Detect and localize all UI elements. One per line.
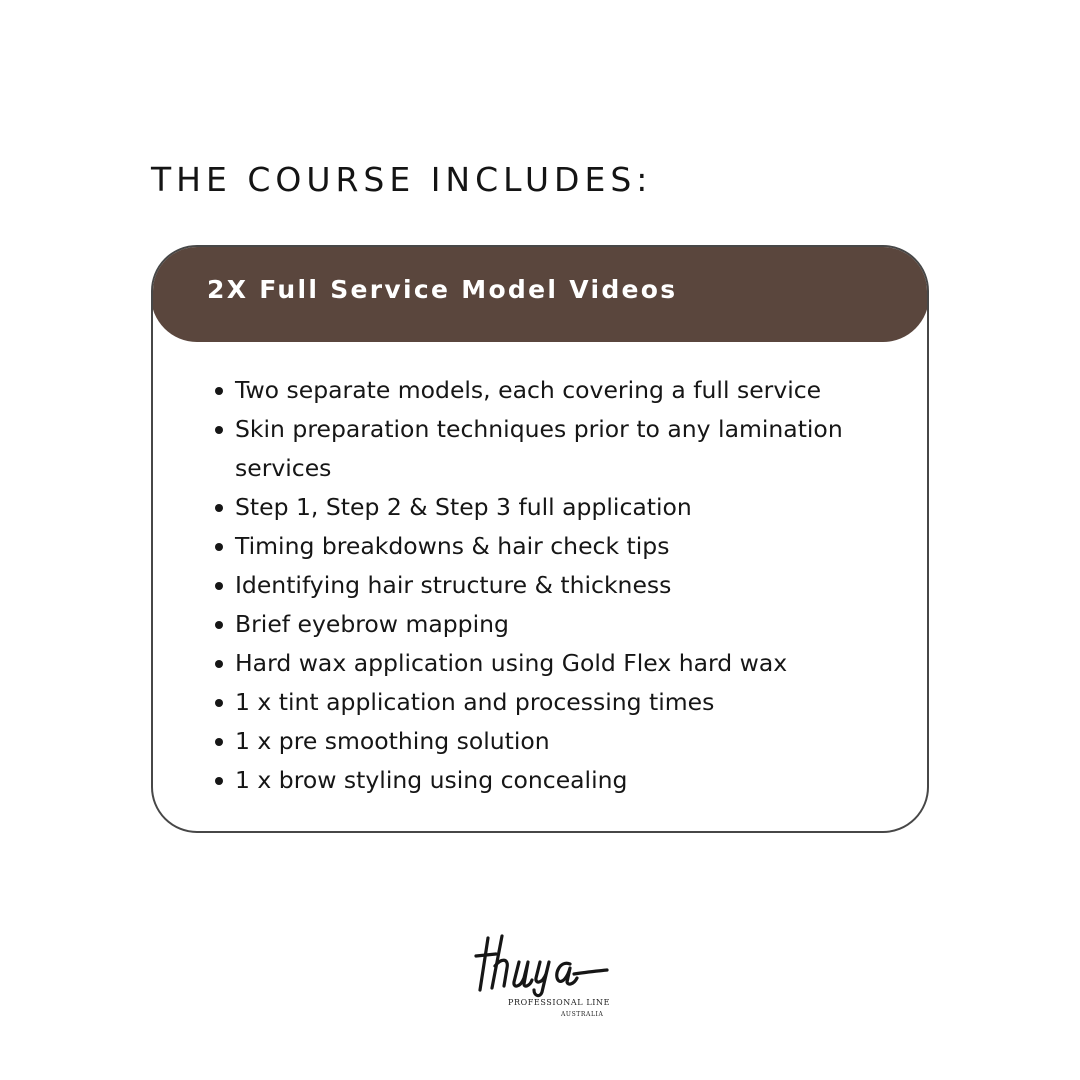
bullet-icon xyxy=(215,426,223,434)
list-item-text: Step 1, Step 2 & Step 3 full application xyxy=(235,493,692,521)
list-item xyxy=(215,605,905,644)
list-item-text: Hard wax application using Gold Flex hard wax xyxy=(235,649,788,677)
bullet-icon xyxy=(215,621,223,629)
list-item-text: Two separate models, each covering a full service xyxy=(235,376,822,404)
list-item xyxy=(215,410,905,488)
list-item-text: 1 x brow styling using concealing xyxy=(235,766,628,794)
list-item xyxy=(215,761,905,800)
list-item xyxy=(215,644,905,683)
page-heading: THE COURSE INCLUDES: xyxy=(151,160,653,199)
list-item-text: Identifying hair structure & thickness xyxy=(235,571,672,599)
list-item xyxy=(215,371,905,410)
bullet-icon xyxy=(215,660,223,668)
bullet-icon xyxy=(215,738,223,746)
list-item xyxy=(215,683,905,722)
course-card xyxy=(151,245,929,833)
card-title: 2X Full Service Model Videos xyxy=(207,275,678,304)
brand-country: AUSTRALIA xyxy=(561,1011,604,1018)
bullet-icon xyxy=(215,699,223,707)
bullet-icon xyxy=(215,582,223,590)
feature-list xyxy=(215,371,905,800)
list-item xyxy=(215,527,905,566)
list-item-text: 1 x pre smoothing solution xyxy=(235,727,550,755)
list-item-text: Timing breakdowns & hair check tips xyxy=(235,532,670,560)
list-item-text: Brief eyebrow mapping xyxy=(235,610,509,638)
bullet-icon xyxy=(215,543,223,551)
list-item xyxy=(215,722,905,761)
bullet-icon xyxy=(215,777,223,785)
brand-tagline: PROFESSIONAL LINE xyxy=(508,998,611,1007)
card-header xyxy=(151,245,929,342)
bullet-icon xyxy=(215,504,223,512)
list-item xyxy=(215,488,905,527)
list-item-text: Skin preparation techniques prior to any lamination services xyxy=(235,415,843,482)
list-item-text: 1 x tint application and processing times xyxy=(235,688,715,716)
thuya-logo-script xyxy=(474,930,614,998)
list-item xyxy=(215,566,905,605)
bullet-icon xyxy=(215,387,223,395)
brand-logo xyxy=(474,930,614,1025)
